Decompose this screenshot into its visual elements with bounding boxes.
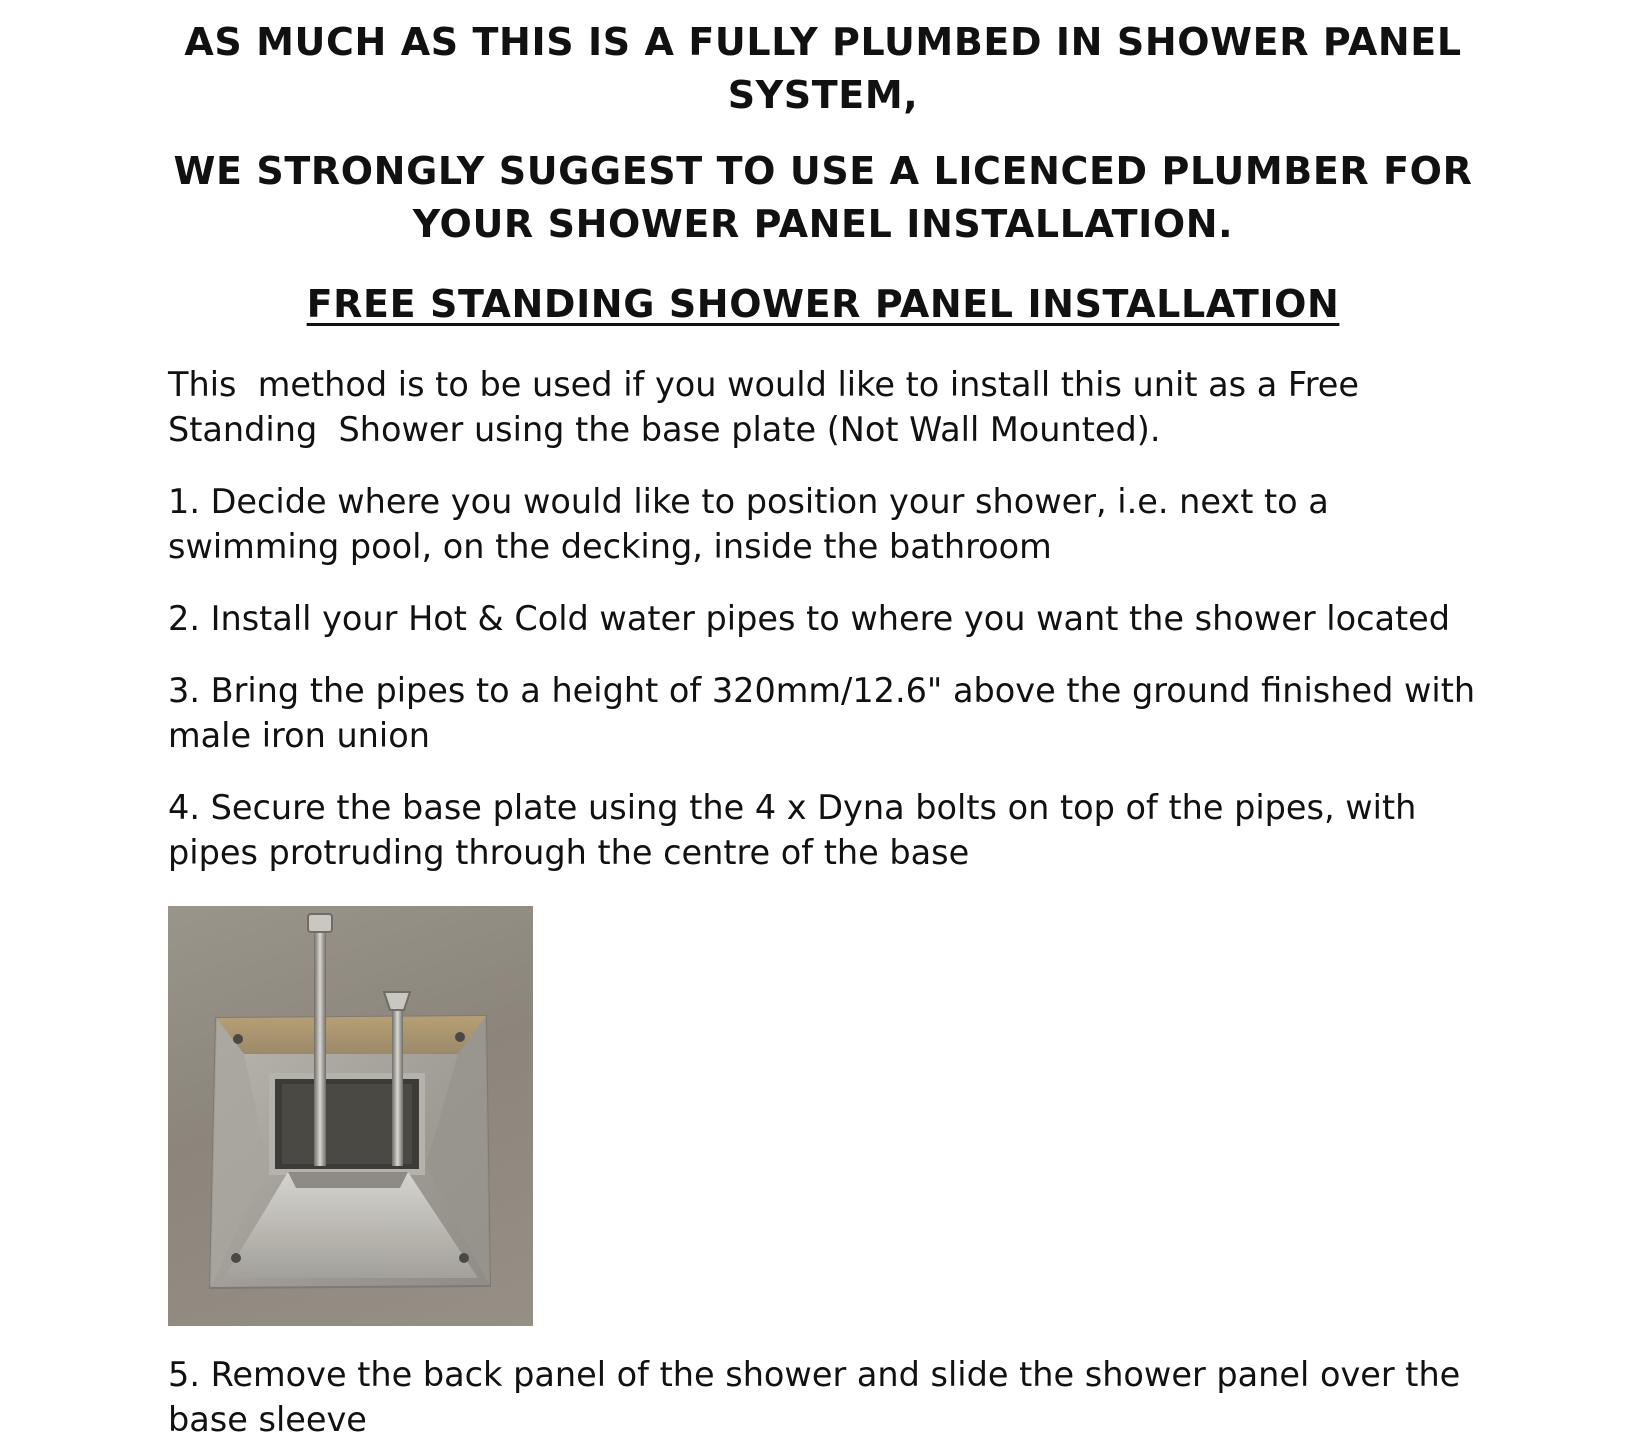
step-1: 1. Decide where you would like to position your shower, i.e. next to a swimming pool, on the decking, inside the bathroom (168, 482, 1340, 566)
step-5: 5. Remove the back panel of the shower and slide the shower panel over the base sleeve (168, 1355, 1471, 1439)
notice-line-1: AS MUCH AS THIS IS A FULLY PLUMBED IN SHOWER PANEL SYSTEM, (184, 20, 1462, 117)
base-plate-illustration (168, 906, 533, 1326)
step-4: 4. Secure the base plate using the 4 x Dyna bolts on top of the pipes, with pipes protruding through the centre of the base (168, 788, 1428, 872)
intro-paragraph: This method is to be used if you would like to install this unit as a Free Standing Shower using the base plate (Not Wall Mounted). (168, 365, 1370, 449)
base-plate-photo (168, 906, 533, 1326)
section-title: FREE STANDING SHOWER PANEL INSTALLATION (306, 282, 1340, 326)
notice-line-2: WE STRONGLY SUGGEST TO USE A LICENCED PLUMBER FOR YOUR SHOWER PANEL INSTALLATION. (173, 149, 1473, 246)
step-3: 3. Bring the pipes to a height of 320mm/12.6" above the ground finished with male iron union (168, 671, 1486, 755)
document-page (168, 0, 1486, 1442)
step-2: 2. Install your Hot & Cold water pipes to where you want the shower located (168, 599, 1451, 638)
